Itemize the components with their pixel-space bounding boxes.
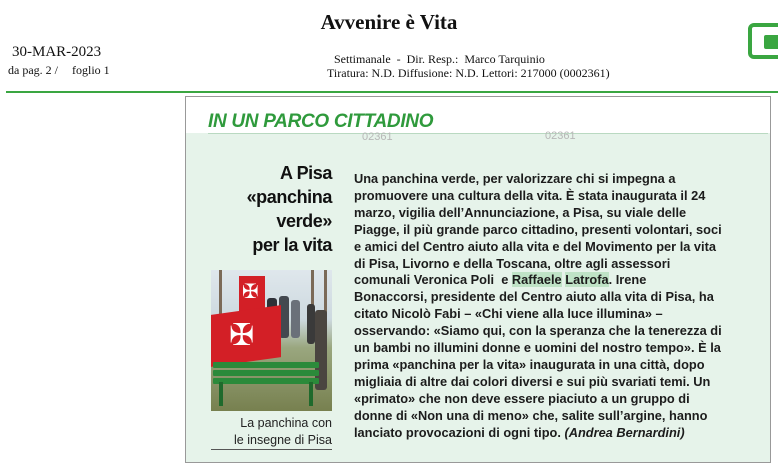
article-clipping — [185, 96, 771, 463]
kicker-divider — [208, 133, 768, 134]
body-line — [354, 272, 760, 289]
pisa-cross-icon: ✠ — [242, 279, 259, 303]
highlighted-name: Raffaele — [511, 272, 562, 288]
photo-caption — [211, 415, 332, 449]
body-line: Piagge, il più grande parco cittadino, presenti volontari, soci — [354, 221, 722, 237]
body-text: lanciato provocazioni di ogni tipo. — [354, 424, 565, 440]
publication-info-line-2: Tiratura: N.D. Diffusione: N.D. Lettori: 217000 (0002361) — [327, 66, 610, 80]
clipping-code: 02361 — [362, 131, 393, 143]
bench-slat — [213, 362, 319, 368]
body-line: un bambi no illumini donne e uomini del nostro tempo». È la — [354, 340, 721, 356]
body-line: di Pisa, Livorno e della Toscana, oltre agli assessori — [354, 255, 671, 271]
masthead-divider — [6, 91, 778, 93]
body-line — [354, 425, 760, 442]
publication-info-line-1: Settimanale - Dir. Resp.: Marco Tarquinio — [334, 52, 545, 66]
caption-line: La panchina con — [240, 416, 332, 430]
article-headline — [222, 161, 332, 257]
brand-logo-icon — [748, 23, 778, 59]
body-line: Una panchina verde, per valorizzare chi si impegna a — [354, 171, 676, 186]
bench-slat — [213, 378, 319, 384]
article-photo — [211, 270, 332, 411]
body-line: citato Nicolò Fabi – «Chi viene alla luce illumina» – — [354, 306, 663, 322]
sheet-number: foglio 1 — [72, 63, 110, 77]
publication-date: 30-MAR-2023 — [12, 44, 102, 60]
bench-leg — [309, 382, 313, 406]
newspaper-title: Avvenire è Vita — [320, 10, 458, 34]
headline-line: per la vita — [252, 235, 332, 255]
article-body — [354, 171, 760, 442]
caption-divider — [211, 449, 332, 450]
clipping-code: 02361 — [545, 130, 576, 142]
highlighted-name: Latrofa — [565, 272, 609, 288]
article-author: (Andrea Bernardini) — [564, 424, 685, 440]
page-info — [8, 63, 110, 78]
body-line: Bonaccorsi, presidente del Centro aiuto alla vita di Pisa, ha — [354, 289, 714, 305]
body-text: comunali Veronica Poli e — [354, 272, 512, 288]
body-line: osservando: «Siamo qui, con la speranza che la tenerezza di — [354, 323, 722, 339]
headline-line: A Pisa — [280, 163, 332, 183]
pisa-cross-icon: ✠ — [229, 318, 255, 353]
caption-line: le insegne di Pisa — [234, 433, 332, 447]
body-line: migliaia di altre dai colori diversi e sui più svariati temi. Un — [354, 373, 711, 389]
body-text: . Irene — [608, 272, 647, 288]
body-line: promuovere una cultura della vita. È stata inaugurata il 24 — [354, 187, 706, 203]
body-line: «primato» che non deve essere piaciuto a un gruppo di — [354, 390, 690, 406]
body-line: marzo, vigilia dell’Annunciazione, a Pisa, su viale delle — [354, 204, 687, 220]
body-line: donne di «Non una di meno» che, salite sull’argine, hanno — [354, 407, 708, 423]
headline-line: verde» — [276, 211, 332, 231]
body-line: e amici del Centro aiuto alla vita e del Movimento per la vita — [354, 238, 716, 254]
person — [291, 300, 300, 338]
headline-line: «panchina — [246, 187, 332, 207]
bench-slat — [213, 370, 319, 376]
body-line: prima «panchina per la vita» inaugurata in una città, dopo — [354, 356, 705, 372]
bench-leg — [219, 382, 223, 406]
article-kicker: IN UN PARCO CITTADINO — [208, 111, 434, 132]
page-number: da pag. 2 / — [8, 63, 58, 77]
person — [307, 304, 315, 344]
